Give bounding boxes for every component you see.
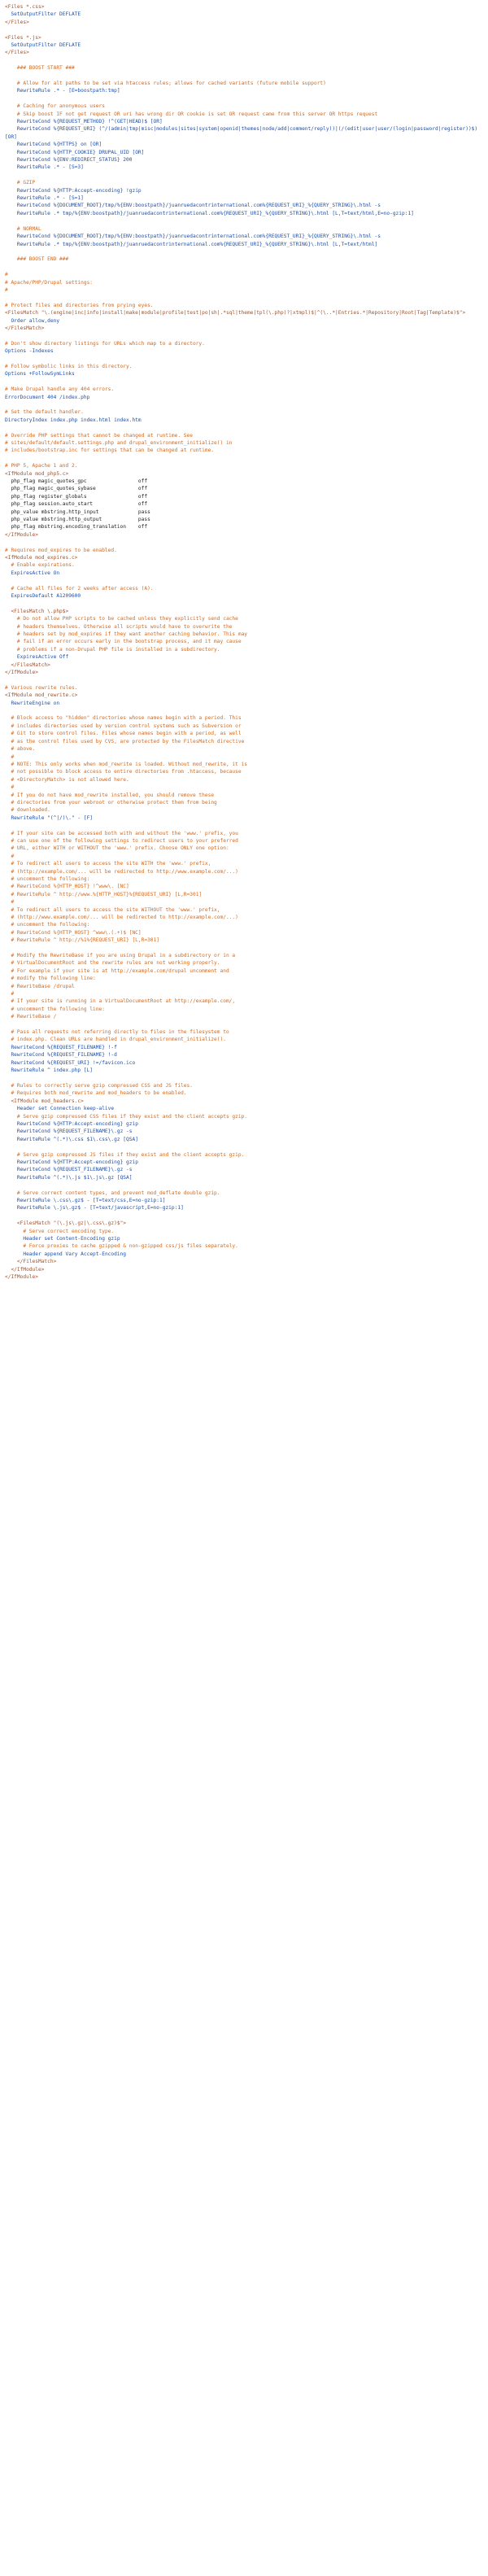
code-line-tag: </IfModule> — [5, 531, 38, 538]
code-line-blank — [5, 26, 483, 33]
code-line-plain: php_flag mbstring.encoding_translation off — [5, 524, 148, 530]
code-line-tag: </IfModule> — [5, 1266, 45, 1273]
code-line-directive: RewriteRule ^ index.php [L] — [5, 1068, 94, 1074]
code-line-plain: php_value mbstring.http_output pass — [5, 516, 150, 522]
code-line-comment: # uncomment the following line: — [5, 1006, 105, 1012]
code-line-comment: ### BOOST START ### — [5, 65, 75, 72]
code-line-comment: # Make Drupal handle any 404 errors. — [5, 386, 115, 393]
code-line-directive: RewriteCond %{REQUEST_FILENAME}\.gz -s — [5, 1167, 133, 1173]
code-line-comment: # includes/bootstrap.inc for settings that can be changed at runtime. — [5, 448, 215, 454]
code-line-blank — [5, 217, 483, 225]
code-line-comment: # not possible to block access to entire directories from .htaccess, because — [5, 769, 242, 775]
code-line-directive: RewriteRule ^(.*)\.css $1\.css\.gz [QSA] — [5, 1136, 138, 1142]
code-line-comment: # headers set by mod_expires if they want another caching behavior. This may — [5, 631, 248, 638]
code-line-tag: </IfModule> — [5, 670, 38, 676]
code-line-directive: SetOutputFilter DEFLATE — [5, 11, 81, 18]
code-line-plain: php_flag session.auto_start off — [5, 501, 148, 508]
code-line-directive: RewriteCond %{REQUEST_FILENAME} !-d — [5, 1052, 117, 1059]
code-line-comment: # downloaded. — [5, 807, 50, 814]
code-line-tag: </Files> — [5, 19, 29, 25]
code-line-comment: # index.php. Clean URLs are handled in drupal_environment_initialize(). — [5, 1037, 226, 1043]
code-line-directive: ExpiresActive On — [5, 570, 60, 576]
code-line-blank — [5, 356, 483, 363]
code-line-comment: # Protect files and directories from prying eyes. — [5, 302, 154, 308]
code-line-comment: # RewriteRule ^ http://%1%{REQUEST_URI} [L,R=301] — [5, 937, 159, 944]
code-line-tag: </Files> — [5, 50, 29, 56]
code-line-comment: # Don't show directory listings for URLs which map to a directory. — [5, 340, 205, 347]
code-line-blank — [5, 539, 483, 546]
code-line-comment: # RewriteCond %{HTTP_HOST} !^www\. [NC] — [5, 884, 129, 890]
code-line-tag: <IfModule mod_expires.c> — [5, 555, 78, 561]
code-line-comment: # Rules to correctly serve gzip compressed CSS and JS files. — [5, 1082, 193, 1089]
code-line-directive: SetOutputFilter DEFLATE — [5, 42, 81, 49]
code-line-tag: </FilesMatch> — [5, 661, 50, 668]
code-line-comment: # Git to store control files. Files whose names begin with a period, as well — [5, 731, 242, 737]
code-line-blank — [5, 95, 483, 103]
code-line-plain: php_flag magic_quotes_sybase off — [5, 486, 148, 492]
code-line-comment: # Various rewrite rules. — [5, 684, 78, 691]
code-line-directive: Header set Content-Encoding gzip — [5, 1235, 120, 1242]
code-line-directive: RewriteCond %{REQUEST_URI} (^/(admin|tmp|misc|modules|sites|system|openid|themes|node/add|comment/reply))|(/(edit|user|user/(login|password|register))$) [OR] — [5, 126, 481, 140]
code-line-comment: # For example if your site is at http://example.com/drupal uncomment and — [5, 967, 229, 974]
code-line-comment: # uncomment the following: — [5, 875, 90, 882]
code-line-comment: # — [5, 286, 8, 293]
code-line-comment: # RewriteBase / — [5, 1014, 57, 1020]
code-line-directive: ErrorDocument 404 /index.php — [5, 394, 90, 400]
code-line-comment: # Enable expirations. — [5, 562, 75, 569]
code-line-comment: # Caching for anonymous users — [5, 103, 105, 110]
code-line-comment: # GZIP — [5, 180, 36, 186]
code-line-comment: # Apache/PHP/Drupal settings: — [5, 279, 94, 286]
code-line-blank — [5, 294, 483, 301]
code-line-tag: <IfModule mod_rewrite.c> — [5, 692, 78, 699]
code-line-blank — [5, 378, 483, 386]
code-line-comment: # uncomment the following: — [5, 922, 90, 928]
code-line-blank — [5, 332, 483, 339]
code-line-comment: # Follow symbolic links in this directory. — [5, 363, 133, 369]
code-line-comment: # Serve correct content types, and prevent mod_deflate double gzip. — [5, 1190, 220, 1196]
code-line-comment: # includes directories used by version control systems such as Subversion or — [5, 723, 242, 729]
code-line-comment: # Skip boost IF not get request OR uri has wrong dir OR cookie is set OR request came from this server OR https request — [5, 111, 378, 117]
code-line-directive: DirectoryIndex index.php index.html index.htm — [5, 417, 142, 423]
code-line-blank — [5, 600, 483, 607]
code-line-blank — [5, 248, 483, 255]
code-line-comment: # — [5, 991, 15, 998]
code-line-directive: RewriteRule \.js\.gz$ - [T=text/javascript,E=no-gzip:1] — [5, 1205, 184, 1212]
code-line-directive: RewriteCond %{ENV:REDIRECT_STATUS} 200 — [5, 157, 133, 164]
code-line-comment: # (http://www.example.com/... will be redirected to http://example.com/...) — [5, 915, 238, 921]
code-line-tag: </FilesMatch> — [5, 325, 45, 331]
code-line-blank — [5, 1181, 483, 1189]
code-line-blank — [5, 945, 483, 952]
code-line-comment: # headers themselves. Otherwise all scripts would have to overwrite the — [5, 623, 233, 630]
code-line-blank — [5, 401, 483, 408]
code-line-comment: # To redirect all users to access the site WITH the 'www.' prefix, — [5, 861, 211, 867]
htaccess-code-listing — [0, 0, 488, 1284]
code-line-directive: RewriteCond %{DOCUMENT_ROOT}/tmp/%{ENV:boostpath}/juanruedacontrinternational.com%{REQUEST_URI}_%{QUERY_STRING}\.html -s — [5, 203, 381, 209]
code-line-blank — [5, 1021, 483, 1028]
code-line-comment: ### BOOST END ### — [5, 256, 69, 263]
code-line-directive: Header append Vary Accept-Encoding — [5, 1251, 127, 1257]
code-line-directive: RewriteCond %{HTTP_COOKIE} DRUPAL_UID [OR] — [5, 149, 145, 155]
code-line-comment: # Pass all requests not referring directly to files in the filesystem to — [5, 1029, 229, 1036]
code-line-tag: </IfModule> — [5, 1274, 38, 1281]
code-line-blank — [5, 577, 483, 584]
code-line-blank — [5, 1143, 483, 1150]
code-line-comment: # PHP 5, Apache 1 and 2. — [5, 463, 78, 469]
code-line-comment: # RewriteCond %{HTTP_HOST} ^www\.(.+)$ [NC] — [5, 929, 142, 936]
code-line-directive: RewriteRule .* - [S=1] — [5, 195, 84, 202]
code-line-tag: <FilesMatch "\.(engine|inc|info|install|make|module|profile|test|po|sh|.*sql|theme|tpl(\.php)?|xtmpl)$|^(\..*|Entries.*|Repository|Root|Tag|Template)$"> — [5, 310, 466, 317]
code-line-plain: php_flag magic_quotes_gpc off — [5, 478, 148, 484]
code-line-blank — [5, 707, 483, 714]
code-line-comment: # sites/default/default.settings.php and drupal_environment_initialize() in — [5, 439, 233, 446]
code-line-blank — [5, 822, 483, 829]
code-line-plain: php_flag register_globals off — [5, 493, 148, 500]
code-line-directive: RewriteCond %{HTTPS} on [OR] — [5, 142, 102, 148]
code-line-directive: RewriteEngine on — [5, 700, 60, 706]
code-line-directive: RewriteCond %{REQUEST_FILENAME}\.gz -s — [5, 1129, 133, 1135]
code-line-comment: # Serve gzip compressed CSS files if they exist and the client accepts gzip. — [5, 1113, 248, 1120]
code-line-tag: </FilesMatch> — [5, 1259, 57, 1265]
code-line-comment: # fail if an error occurs early in the bootstrap process, and it may cause — [5, 639, 242, 645]
code-line-blank — [5, 455, 483, 462]
code-line-blank — [5, 424, 483, 431]
code-line-directive: RewriteCond %{DOCUMENT_ROOT}/tmp/%{ENV:boostpath}/juanruedacontrinternational.com%{REQUEST_URI}_%{QUERY_STRING}\.html -s — [5, 234, 381, 240]
code-line-directive: RewriteCond %{REQUEST_METHOD} !^(GET|HEAD)$ [OR] — [5, 119, 163, 125]
code-line-comment: # as the control files used by CVS, are protected by the FilesMatch directive — [5, 738, 245, 744]
code-line-comment: # If you do not have mod_rewrite installed, you should remove these — [5, 792, 215, 798]
code-line-comment: # Set the default handler. — [5, 409, 84, 416]
code-line-comment: # — [5, 899, 15, 906]
code-line-blank — [5, 1212, 483, 1220]
code-line-comment: # Serve gzip compressed JS files if they exist and the client accepts gzip. — [5, 1151, 245, 1158]
code-line-comment: # (http://example.com/... will be redirected to http://www.example.com/...) — [5, 868, 238, 875]
code-line-comment: # RewriteRule ^ http://www.%{HTTP_HOST}%{REQUEST_URI} [L,R=301] — [5, 891, 203, 897]
code-line-directive: RewriteCond %{HTTP:Accept-encoding} gzip — [5, 1159, 138, 1165]
code-line-comment: # <DirectoryMatch> is not allowed here. — [5, 776, 129, 783]
code-line-comment: # above. — [5, 746, 36, 753]
code-line-tag: <FilesMatch "(\.js\.gz|\.css\.gz)$"> — [5, 1220, 127, 1227]
code-line-directive: Options -Indexes — [5, 348, 54, 355]
code-line-directive: RewriteRule .* tmp/%{ENV:boostpath}/juanruedacontrinternational.com%{REQUEST_URI}_%{QUERY_STRING}\.html [L,T=text/html] — [5, 241, 378, 247]
code-line-directive: RewriteCond %{REQUEST_URI} !=/favicon.ico — [5, 1059, 136, 1066]
code-line-comment: # — [5, 272, 8, 278]
code-line-directive: ExpiresDefault A1209600 — [5, 593, 81, 600]
code-line-blank — [5, 72, 483, 80]
code-line-comment: # can use one of the following settings to redirect users to your preferred — [5, 837, 238, 844]
code-line-comment: # Override PHP settings that cannot be changed at runtime. See — [5, 432, 193, 439]
code-line-comment: # NOTE: This only works when mod_rewrite is loaded. Without mod_rewrite, it is — [5, 761, 248, 767]
code-line-directive: RewriteRule .* tmp/%{ENV:boostpath}/juanruedacontrinternational.com%{REQUEST_URI}_%{QUERY_STRING}\.html [L,T=text/html,E=no-gzip:1] — [5, 210, 414, 216]
code-line-directive: Header set Connection keep-alive — [5, 1106, 115, 1112]
code-line-comment: # If your site is running in a VirtualDocumentRoot at http://example.com/, — [5, 998, 236, 1005]
code-line-comment: # directories from your webroot or otherwise protect them from being — [5, 799, 217, 806]
code-line-tag: <IfModule mod_php5.c> — [5, 470, 69, 477]
code-line-directive: RewriteRule \.css\.gz$ - [T=text/css,E=no-gzip:1] — [5, 1197, 166, 1203]
code-line-blank — [5, 1075, 483, 1082]
code-line-directive: Order allow,deny — [5, 317, 60, 324]
code-line-comment: # Allow for alt paths to be set via htaccess rules; allows for cached variants (future mobile support) — [5, 81, 326, 87]
code-line-plain: php_value mbstring.http_input pass — [5, 509, 150, 515]
code-line-comment: # modify the following line: — [5, 976, 96, 982]
code-line-comment: # — [5, 784, 15, 791]
code-line-directive: Options +FollowSymLinks — [5, 371, 75, 378]
code-line-comment: # — [5, 853, 15, 859]
code-line-comment: # To redirect all users to access the site WITHOUT the 'www.' prefix, — [5, 906, 220, 913]
code-line-comment: # Block access to "hidden" directories whose names begin with a period. This — [5, 715, 242, 722]
code-line-tag: <FilesMatch \.php$> — [5, 608, 69, 614]
code-line-comment: # Modify the RewriteBase if you are using Drupal in a subdirectory or in a — [5, 953, 236, 959]
code-line-comment: # — [5, 753, 15, 760]
code-line-tag: <IfModule mod_headers.c> — [5, 1098, 84, 1104]
code-line-comment: # Serve correct encoding type. — [5, 1228, 115, 1234]
code-line-directive: RewriteRule .* - [S=3] — [5, 164, 84, 171]
code-line-directive: ExpiresActive Off — [5, 654, 69, 661]
code-line-comment: # VirtualDocumentRoot and the rewrite rules are not working properly. — [5, 960, 220, 967]
code-line-comment: # Requires mod_expires to be enabled. — [5, 547, 117, 553]
code-line-directive: RewriteRule .* - [E=boostpath:tmp] — [5, 88, 120, 94]
code-line-blank — [5, 676, 483, 683]
code-line-tag: <Files *.css> — [5, 4, 45, 10]
code-line-comment: # Requires both mod_rewrite and mod_headers to be enabled. — [5, 1090, 187, 1097]
code-line-comment: # NORMAL — [5, 225, 41, 232]
code-line-comment: # problems if a non-Drupal PHP file is installed in a subdirectory. — [5, 646, 220, 653]
code-line-comment: # Cache all files for 2 weeks after access (A). — [5, 585, 154, 592]
code-line-comment: # RewriteBase /drupal — [5, 983, 75, 989]
code-line-directive: RewriteCond %{REQUEST_FILENAME} !-f — [5, 1044, 117, 1050]
code-line-blank — [5, 264, 483, 271]
code-line-blank — [5, 57, 483, 64]
code-line-directive: RewriteCond %{HTTP:Accept-encoding} gzip — [5, 1120, 138, 1127]
code-line-directive: RewriteRule "(^|/)\." - [F] — [5, 814, 94, 821]
code-line-tag: <Files *.js> — [5, 34, 41, 41]
code-line-comment: # Force proxies to cache gzipped & non-gzipped css/js files separately. — [5, 1243, 238, 1250]
code-line-directive: RewriteRule ^(.*)\.js $1\.js\.gz [QSA] — [5, 1174, 133, 1181]
code-line-comment: # URL, either WITH or WITHOUT the 'www.' prefix. Choose ONLY one option: — [5, 845, 229, 852]
code-line-comment: # If your site can be accessed both with and without the 'www.' prefix, you — [5, 830, 238, 836]
code-line-comment: # Do not allow PHP scripts to be cached unless they explicitly send cache — [5, 616, 238, 622]
code-line-directive: RewriteCond %{HTTP:Accept-encoding} !gzip — [5, 187, 142, 194]
code-line-blank — [5, 172, 483, 179]
